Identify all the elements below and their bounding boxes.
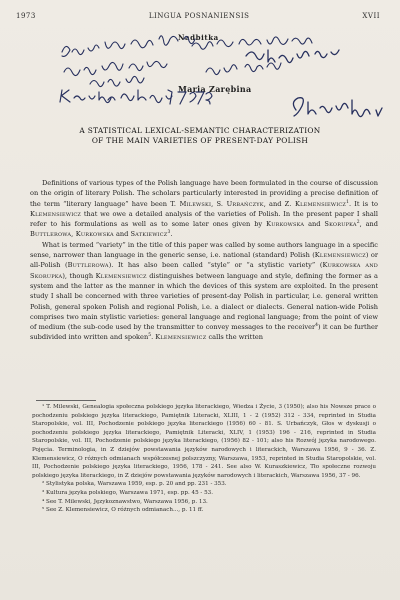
journal-name: LINGUA POSNANIENSIS [148,12,250,20]
running-head [16,12,380,20]
footnote-ref: 1 [346,199,349,205]
author-ref: Klemensiewicz [95,271,147,280]
volume: XVII [362,12,380,20]
author-name: Maria Zarębina [178,84,252,94]
author-ref: Buttlerowa, Kurkowska [30,230,114,239]
author-ref: S. Urbańczyk [216,199,264,208]
author-ref: Klemensiewicz [314,251,366,260]
footnote-rule [36,400,96,401]
title-line: OF THE MAIN VARIETIES OF PRESENT-DAY POLISH [91,136,309,145]
footnotes [32,400,376,515]
footnote: ⁵ See Z. Klemensiewicz, O różnych odmianach..., p. 11 ff. [42,507,204,514]
footnote-ref: 2 [356,220,360,225]
body-text [30,178,378,343]
author-ref: Buttlerowa [67,261,109,270]
footnote-ref: 5 [148,333,152,339]
paragraph: What is termed “variety” in the title of this paper was called by some authors language in a specific sense, narrower than language in the generic sense, i.e. national (standard) Polish (Klemensiewicz) or all-Polish (Buttlerowa). It has also been called “style” or “a stylistic variety” (Kurkowska and Skorupka), though Klemensiewicz distinguishes between language and style, defining the former as a system and the latter as the manner in which the devices of this system are exploited. In the present study I shall be concerned with three varieties of present-day Polish in particular, i.e. general written Polish, general spoken Polish and regional Polish, i.e. a dialect or dialects. General nation-wide Polish comprises two main stylistic varieties: general language and regional language; from the point of view of medium (the sub-code used by the transmitter to convey messages to the receiver$^4$) it can be further subdivided into written and spoken$^5$. Klemensiewicz calls the written [30,240,378,342]
signature-handwriting [246,50,382,117]
dedication-handwriting [62,36,312,87]
author-ref: Kurkowska [266,220,305,229]
year: 1973 [16,12,36,20]
author-ref: Klemensiewicz [30,209,82,218]
author-ref: Z. Klemensiewicz [284,199,347,208]
paper-title [28,126,372,146]
footnote: ¹ T. Milewski, Genealogia społeczna polskiego języka literackiego, Wiedza i Życie, 3 (1950); also his Nowsze prace o pochodzeniu polskiego języka literackiego, Pamiętnik Literacki, XLIII, 1 - 2 (1952) 312 - 334, reprinted in Studia Staropolskie, vol. III, Pochodzenie polskiego języka literackiego (1956) 60 - 81. S. Urbańczyk, Głos w dyskusji o pochodzeniu polskiego języka literackiego, Pamiętnik Literacki, XLIV, 1 (1953) 196 - 216, reprinted in Studia Staropolskie, vol. III, Pochodzenie polskiego języka literackiego, (1956) 82 - 101; also his Rozwój języka narodowego. Pojęcia. Terminologia, in Z dziejów powstawania języków narodowych i literackich, Warszawa 1956, 9 - 36. Z. Klemensiewicz, O różnych odmianach współczesnej polszczyzny, Warszawa, 1953, reprinted in Studia Staropolskie, vol. III, Pochodzenie polskiego języka literackiego, 1956, 178 - 241. See also W. Kuraszkiewicz, Tło społeczne rozwoju polskiego języka literackiego, in Z dziejów powstawania języków narodowych i literackich, Warszawa 1956, 37 - 96. [32,404,376,479]
footnote-ref: 3 [167,230,171,236]
offprint-label: Nadbitka [178,33,219,42]
author-ref: Skorupka [324,220,357,229]
paragraph: Definitions of various types of the Polish language have been formulated in the course of discussion on the origin of literary Polish. The scholars particularly interested in providing a precise definition of the term “literary language” have been T. Milewski, S. Urbańczyk, and Z. Klemensiewicz$^1$. It is to Klemensiewicz that we owe a detailed analysis of the varieties of Polish. In the present paper I shall refer to his formulations as well as to some later ones given by Kurkowska and Skorupka$^2$, and Buttlerowa, Kurkowska and Satkiewicz$^3$. [30,179,378,239]
footnote: ⁴ See T. Milewski, Językoznawstwo, Warszawa 1956, p. 13. [42,498,208,505]
author-ref: Satkiewicz [130,230,168,239]
title-line: A STATISTICAL LEXICAL-SEMANTIC CHARACTERIZATION [79,126,321,135]
author-ref: Kurkowska and Skorupka [30,261,378,280]
author-ref: Klemensiewicz [155,333,207,342]
footnote: ³ Kultura języka polskiego, Warszawa 1971, esp. pp. 45 - 53. [42,489,213,496]
author-ref: T. Milewski [170,199,212,208]
footnote-ref: 4 [315,322,319,328]
footnote: ² Stylistyka polska, Warszawa 1959, esp. p. 20 and pp. 231 - 353. [42,481,227,488]
